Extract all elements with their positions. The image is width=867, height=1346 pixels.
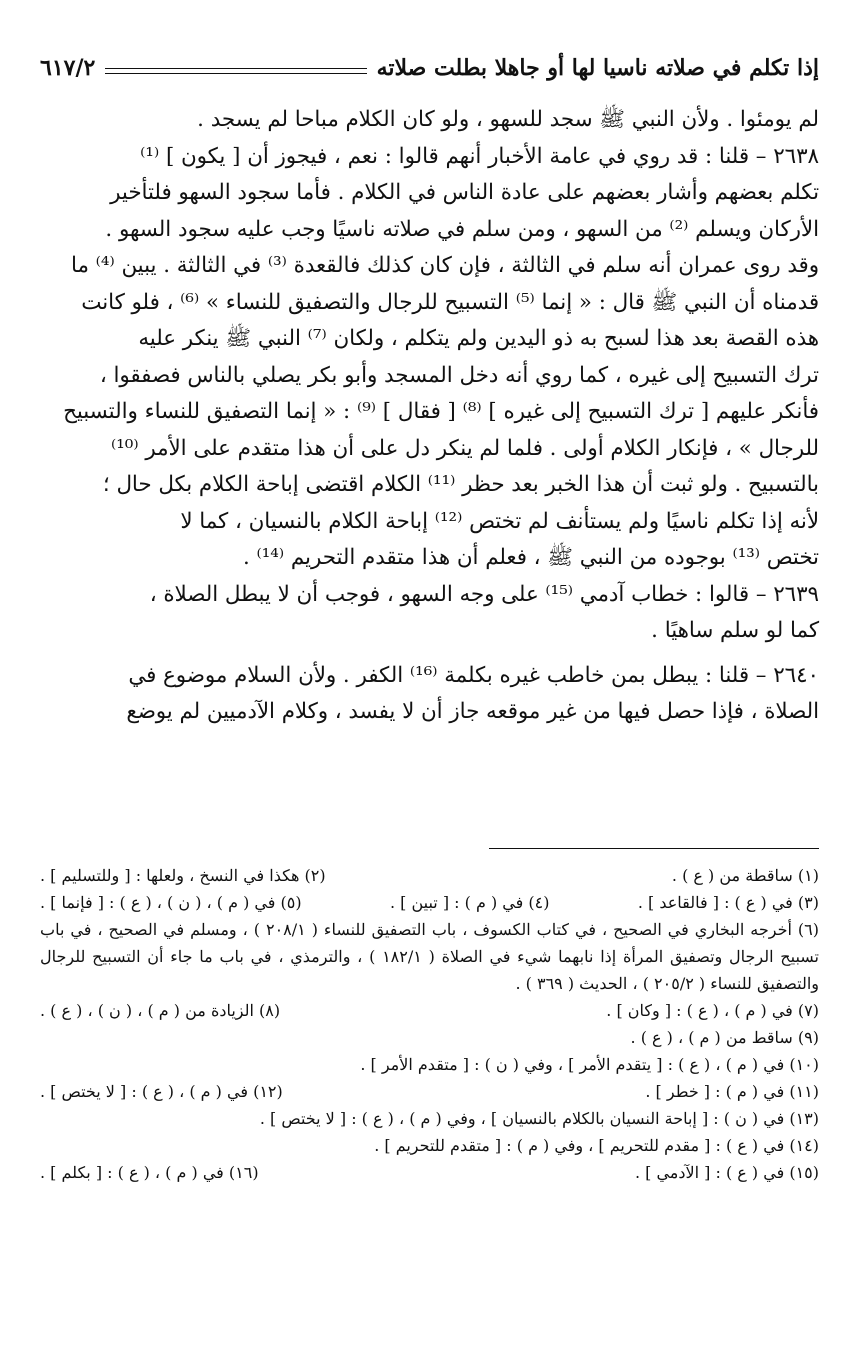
footnote-row xyxy=(40,1105,819,1132)
footnote-separator xyxy=(489,848,819,849)
footnote: (١٣) في ( ن ) : [ إباحة النسيان بالكلام بالنسيان ] ، وفي ( م ) ، ( ع ) : [ لا يختص ] . xyxy=(259,1109,819,1128)
text-line: ٢٦٣٨ – قلنا : قد روي في عامة الأخبار أنهم قالوا : نعم ، فيجوز أن [ يكون ] ⁽¹⁾ xyxy=(140,143,819,169)
footnote-row xyxy=(40,1078,819,1105)
footnote: (١١) في ( م ) : [ خطر ] . xyxy=(645,1082,819,1101)
footnote-row xyxy=(40,1024,819,1051)
text-line: تكلم بعضهم وأشار بعضهم على عادة الناس في الكلام . فأما سجود السهو فلتأخير xyxy=(110,180,819,205)
footnote-row xyxy=(40,1051,819,1078)
page-number: ٦١٧/٢ xyxy=(40,55,96,81)
footnote-row xyxy=(40,997,819,1024)
footnote: (٧) في ( م ) ، ( ع ) : [ وكان ] . xyxy=(606,1001,819,1020)
footnote: (١٤) في ( ع ) : [ مقدم للتحريم ] ، وفي ( م ) : [ متقدم للتحريم ] . xyxy=(374,1136,819,1155)
footnote: (٨) الزيادة من ( م ) ، ( ن ) ، ( ع ) . xyxy=(40,1001,281,1020)
footnote: (١٢) في ( م ) ، ( ع ) : [ لا يختص ] . xyxy=(40,1082,283,1101)
footnote: (٣) في ( ع ) : [ فالقاعد ] . xyxy=(637,893,819,912)
footnote: (٥) في ( م ) ، ( ن ) ، ( ع ) : [ فإنما ] . xyxy=(40,893,302,912)
header-rule xyxy=(105,68,366,74)
footnote: (١٠) في ( م ) ، ( ع ) : [ يتقدم الأمر ] ، وفي ( ن ) : [ متقدم الأمر ] . xyxy=(360,1055,819,1074)
main-text xyxy=(40,102,819,731)
footnote: (٢) هكذا في النسخ ، ولعلها : [ وللتسليم ] . xyxy=(40,866,326,885)
text-line: ترك التسبيح إلى غيره ، كما روي أنه دخل المسجد وأبو بكر يصلي بالناس فصفقوا ، xyxy=(99,362,819,388)
footnote-row xyxy=(40,1132,819,1159)
text-line: الأركان ويسلم ⁽²⁾ من السهو ، ومن سلم في صلاته ناسيًا وجب عليه سجود السهو . xyxy=(105,216,819,242)
paragraph-gap xyxy=(40,650,819,658)
text-line: كما لو سلم ساهيًا . xyxy=(651,618,819,643)
footnote-row xyxy=(40,1159,819,1186)
text-line: ٢٦٤٠ – قلنا : يبطل بمن خاطب غيره بكلمة ⁽¹⁶⁾ الكفر . ولأن السلام موضوع في xyxy=(128,662,819,688)
footnote: (١٦) في ( م ) ، ( ع ) : [ بكلم ] . xyxy=(40,1163,259,1182)
footnote: (٩) ساقط من ( م ) ، ( ع ) . xyxy=(630,1028,819,1047)
text-line: بالتسبيح . ولو ثبت أن هذا الخبر بعد حظر ⁽¹¹⁾ الكلام اقتضى إباحة الكلام بكل حال ؛ xyxy=(102,472,819,497)
text-line: لم يومئوا . ولأن النبي ﷺ سجد للسهو ، ولو كان الكلام مباحا لم يسجد . xyxy=(197,107,819,132)
text-line: قدمناه أن النبي ﷺ قال : « إنما ⁽⁵⁾ التسبيح للرجال والتصفيق للنساء » ⁽⁶⁾ ، فلو كانت xyxy=(81,289,819,315)
text-line: تختص ⁽¹³⁾ بوجوده من النبي ﷺ ، فعلم أن هذا متقدم التحريم ⁽¹⁴⁾ . xyxy=(242,545,819,570)
footnote: (١٥) في ( ع ) : [ الآدمي ] . xyxy=(634,1163,819,1182)
footnotes xyxy=(40,862,819,1186)
running-header xyxy=(40,50,819,86)
text-line: هذه القصة بعد هذا لسبح به ذو اليدين ولم يتكلم ، ولكان ⁽⁷⁾ النبي ﷺ ينكر عليه xyxy=(138,326,819,351)
footnote-row xyxy=(40,862,819,889)
footnote-row xyxy=(40,889,819,916)
text-line: الصلاة ، فإذا حصل فيها من غير موقعه جاز أن لا يفسد ، وكلام الآدميين لم يوضع xyxy=(126,699,819,724)
text-line: للرجال » ، فإنكار الكلام أولى . فلما لم ينكر دل على أن هذا متقدم على الأمر ⁽¹⁰⁾ xyxy=(111,435,819,461)
chapter-title: إذا تكلم في صلاته ناسيا لها أو جاهلا بطلت صلاته xyxy=(376,55,819,81)
text-line: ٢٦٣٩ – قالوا : خطاب آدمي ⁽¹⁵⁾ على وجه السهو ، فوجب أن لا يبطل الصلاة ، xyxy=(149,581,819,607)
footnote: (١) ساقطة من ( ع ) . xyxy=(671,866,819,885)
text-line: لأنه إذا تكلم ناسيًا ولم يستأنف لم تختص ⁽¹²⁾ إباحة الكلام بالنسيان ، كما لا xyxy=(180,508,819,534)
text-line: وقد روى عمران أنه سلم في الثالثة ، فإن كان كذلك فالقعدة ⁽³⁾ في الثالثة . يبين ⁽⁴⁾ ما xyxy=(70,253,819,278)
text-line: فأنكر عليهم [ ترك التسبيح إلى غيره ] ⁽⁸⁾ [ فقال ] ⁽⁹⁾ : « إنما التصفيق للنساء والتسبيح xyxy=(63,399,819,424)
footnote: (٤) في ( م ) : [ تبين ] . xyxy=(389,893,550,912)
footnote: (٦) أخرجه البخاري في الصحيح ، في كتاب الكسوف ، باب التصفيق للنساء ( ٢٠٨/١ ) ، ومسلم في الصحيح ، في باب تسبيح الرجال وتصفيق المرأة إذا نابهما شيء في الصلاة ( ١٨٢/١ ) ، والترمذي ، في باب ما جاء أن التسبيح للرجال والتصفيق للنساء ( ٢٠٥/٢ ) ، الحديث ( ٣٦٩ ) . xyxy=(40,920,820,993)
